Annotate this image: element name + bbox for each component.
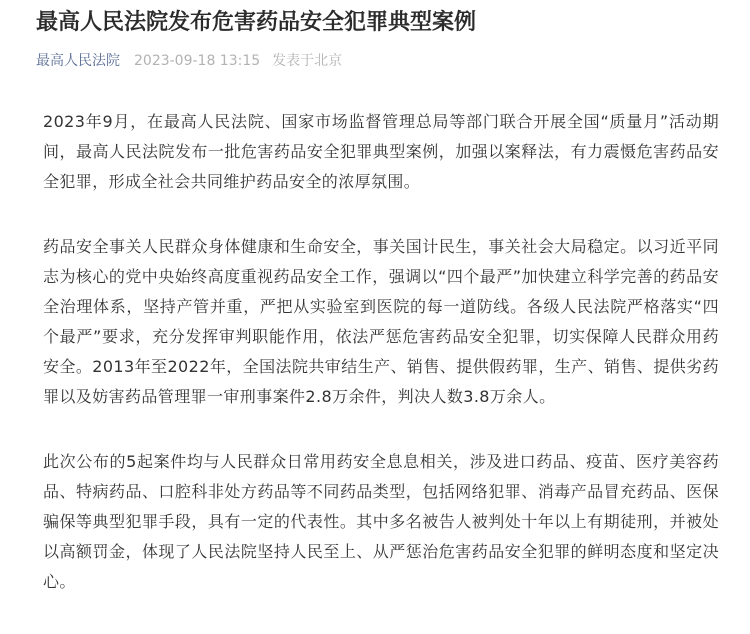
paragraph: 此次公布的5起案件均与人民群众日常用药安全息息相关，涉及进口药品、疫苗、医疗美容药品、特病药品、口腔科非处方药品等不同药品类型，包括网络犯罪、消毒产品冒充药品、医保骗保等典型犯罪手段，具有一定的代表性。其中多名被告人被判处十年以上有期徒刑，并被处以高额罚金，体现了人民法院坚持人民至上、从严惩治危害药品安全犯罪的鲜明态度和坚定决心。 xyxy=(43,452,719,591)
account-name-link[interactable]: 最高人民法院 xyxy=(36,53,120,69)
article-meta xyxy=(36,51,342,71)
publish-time: 2023-09-18 13:15 xyxy=(134,53,261,69)
publish-location: 发表于北京 xyxy=(272,53,343,69)
paragraph: 2023年9月，在最高人民法院、国家市场监督管理总局等部门联合开展全国“质量月”活动期间，最高人民法院发布一批危害药品安全犯罪典型案例，加强以案释法，有力震慑危害药品安全犯罪，形成全社会共同维护药品安全的浓厚氛围。 xyxy=(43,112,719,191)
article-body xyxy=(43,107,719,632)
paragraph: 药品安全事关人民群众身体健康和生命安全，事关国计民生，事关社会大局稳定。以习近平同志为核心的党中央始终高度重视药品安全工作，强调以“四个最严”加快建立科学完善的药品安全治理体系，坚持产管并重，严把从实验室到医院的每一道防线。各级人民法院严格落实“四个最严”要求，充分发挥审判职能作用，依法严惩危害药品安全犯罪，切实保障人民群众用药安全。2013年至2022年，全国法院共审结生产、销售、提供假药罪，生产、销售、提供劣药罪以及妨害药品管理罪一审刑事案件2.8万余件，判决人数3.8万余人。 xyxy=(43,237,719,406)
article-title: 最高人民法院发布危害药品安全犯罪典型案例 xyxy=(36,10,477,35)
